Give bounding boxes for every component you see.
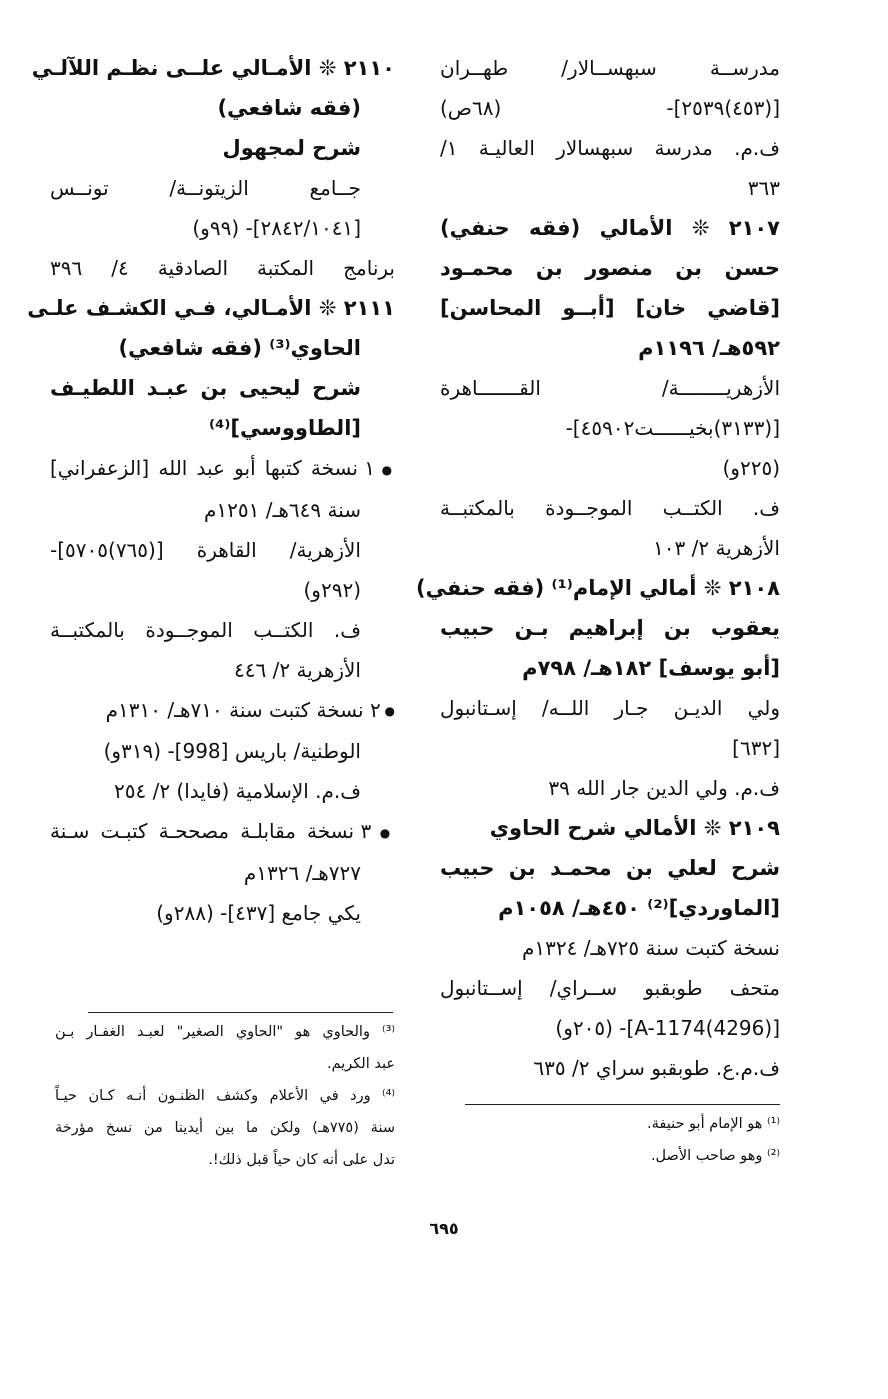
left-column-line: شرح ليحيى بن عبـد اللطيـف	[50, 376, 361, 400]
left-column-line: ● ١ نسخة كتبها أبو عبد الله [الزعفراني]	[50, 448, 395, 490]
right-column-line: شرح لعلي بن محمـد بن حبيب	[440, 856, 780, 880]
right-column-line: [قاضي خان] [أبــو المحاسن]	[440, 296, 780, 320]
left-column-line: (فقه شافعي)	[217, 96, 361, 120]
left-column-line: شرح لمجهول	[222, 136, 361, 160]
left-column-line: جــامع الزيتونــة/ تونــس	[50, 176, 361, 200]
right-column-line: ٢١٠٧ ❊ الأمالي (فقه حنفي)	[440, 216, 780, 240]
left-column-line: الوطنية/ باريس [998]- (٣١٩و)	[103, 739, 361, 763]
left-column-line: برنامج المكتبة الصادقية ٤/ ٣٩٦	[50, 256, 395, 280]
right-column-line: [٦٣٢]	[732, 736, 780, 760]
left-column-line: يكي جامع [٤٣٧]- (٢٨٨و)	[156, 900, 361, 925]
left-column-line: ٧٢٧هـ/ ١٣٢٦م	[243, 860, 361, 885]
right-column-line: حسن بن منصور بن محمـود	[440, 256, 780, 280]
left-column-line: ٢١١١ ❊ الأمـالي، فـي الكشـف علـى	[27, 296, 395, 320]
left-column	[27, 48, 395, 933]
footnotes-left	[55, 1016, 395, 1176]
left-column-line: [الطاووسي]⁽⁴⁾	[209, 416, 361, 440]
right-column	[416, 48, 780, 1088]
right-column-line: نسخة كتبت سنة ٧٢٥هـ/ ١٣٢٤م	[522, 936, 780, 960]
footnote: ⁽¹⁾ هو الإمام أبو حنيفة.	[647, 1116, 780, 1132]
right-column-line: ف. الكتــب الموجــودة بالمكتبــة	[440, 496, 780, 520]
right-column-line: [أبو يوسف] ١٨٢هـ/ ٧٩٨م	[522, 656, 780, 680]
footnote-line: ⁽⁴⁾ ورد في الأعلام وكشف الظنـون أنـه كـان حيـاً	[55, 1088, 395, 1104]
right-column-line: [الماوردي]⁽²⁾ ٤٥٠هـ/ ١٠٥٨م	[498, 896, 780, 920]
left-column-line: ● ٣ نسخة مقابلـة مصححـة كتبـت سـنة	[50, 811, 395, 853]
left-column-line: ف. الكتــب الموجــودة بالمكتبــة	[50, 617, 361, 642]
footnote-line: سنة (٧٧٥هـ) ولكن ما بين أيدينا من نسخ مؤرخة	[55, 1120, 395, 1136]
right-column-line: [(٣١٣٣)بخيــــــت٤٥٩٠٢]-	[565, 416, 780, 440]
left-column-line: [٢٨٤٢/١٠٤١]- (٩٩و)	[192, 216, 361, 240]
left-column-line: الأزهرية/ القاهرة [(٧٦٥)٥٧٠٥]-	[50, 537, 361, 562]
page-number: ٦٩٥	[429, 1219, 459, 1238]
right-column-line: الأزهريــــــــة/ القـــــــاهرة	[440, 376, 780, 400]
right-column-line: مدرســة سبهســالار/ طهــران	[440, 56, 780, 80]
right-column-line: [A-1174(4296)]- (٢٠٥و)	[555, 1016, 780, 1040]
left-column-line: الحاوي⁽³⁾ (فقه شافعي)	[118, 336, 361, 360]
footnote: ⁽²⁾ وهو صاحب الأصل.	[650, 1148, 780, 1164]
right-column-line: يعقوب بن إبراهيم بـن حبيب	[440, 616, 780, 640]
left-column-line: ف.م. الإسلامية (فايدا) ٢/ ٢٥٤	[113, 779, 361, 803]
footnote-separator-left	[88, 1012, 393, 1013]
right-column-line: ف.م. مدرسة سبهسالار العاليـة ١/	[440, 136, 780, 160]
right-column-line: متحف طوبقبو ســراي/ إســتانبول	[440, 976, 780, 1000]
right-column-line: ٣٦٣	[747, 176, 780, 200]
right-column-line: ٥٩٢هـ/ ١١٩٦م	[638, 336, 780, 360]
right-column-line: (٢٢٥و)	[722, 456, 780, 480]
left-column-line: (٢٩٢و)	[303, 577, 361, 602]
right-column-line: [(٤٥٣)٢٥٣٩]- (٦٨ص)	[440, 96, 780, 120]
footnote-separator-right	[465, 1104, 780, 1105]
left-column-line: ٢١١٠ ❊ الأمـالي علــى نظـم اللآلـي	[31, 56, 395, 80]
footnote-line: عبد الكريم.	[327, 1056, 395, 1072]
right-column-line: ف.م.ع. طوبقبو سراي ٢/ ٦٣٥	[533, 1056, 780, 1080]
right-column-line: الأزهرية ٢/ ١٠٣	[653, 536, 780, 560]
footnotes-right	[440, 1108, 780, 1172]
right-column-line: ٢١٠٨ ❊ أمالي الإمام⁽¹⁾ (فقه حنفي)	[416, 576, 780, 600]
left-column-line: سنة ٦٤٩هـ/ ١٢٥١م	[204, 497, 361, 522]
right-column-line: ٢١٠٩ ❊ الأمالي شرح الحاوي	[489, 816, 780, 840]
left-column-line: ● ٢ نسخة كتبت سنة ٧١٠هـ/ ١٣١٠م	[50, 690, 395, 732]
right-column-line: ولي الديـن جـار اللــه/ إسـتانبول	[440, 696, 780, 720]
footnote-line: ⁽³⁾ والحاوي هو "الحاوي الصغير" لعبـد الغفـار بـن	[55, 1024, 395, 1040]
left-column-line: الأزهرية ٢/ ٤٤٦	[234, 657, 361, 682]
footnote-line: تدل على أنه كان حياً قبل ذلك!.	[208, 1152, 395, 1168]
right-column-line: ف.م. ولي الدين جار الله ٣٩	[548, 776, 780, 800]
